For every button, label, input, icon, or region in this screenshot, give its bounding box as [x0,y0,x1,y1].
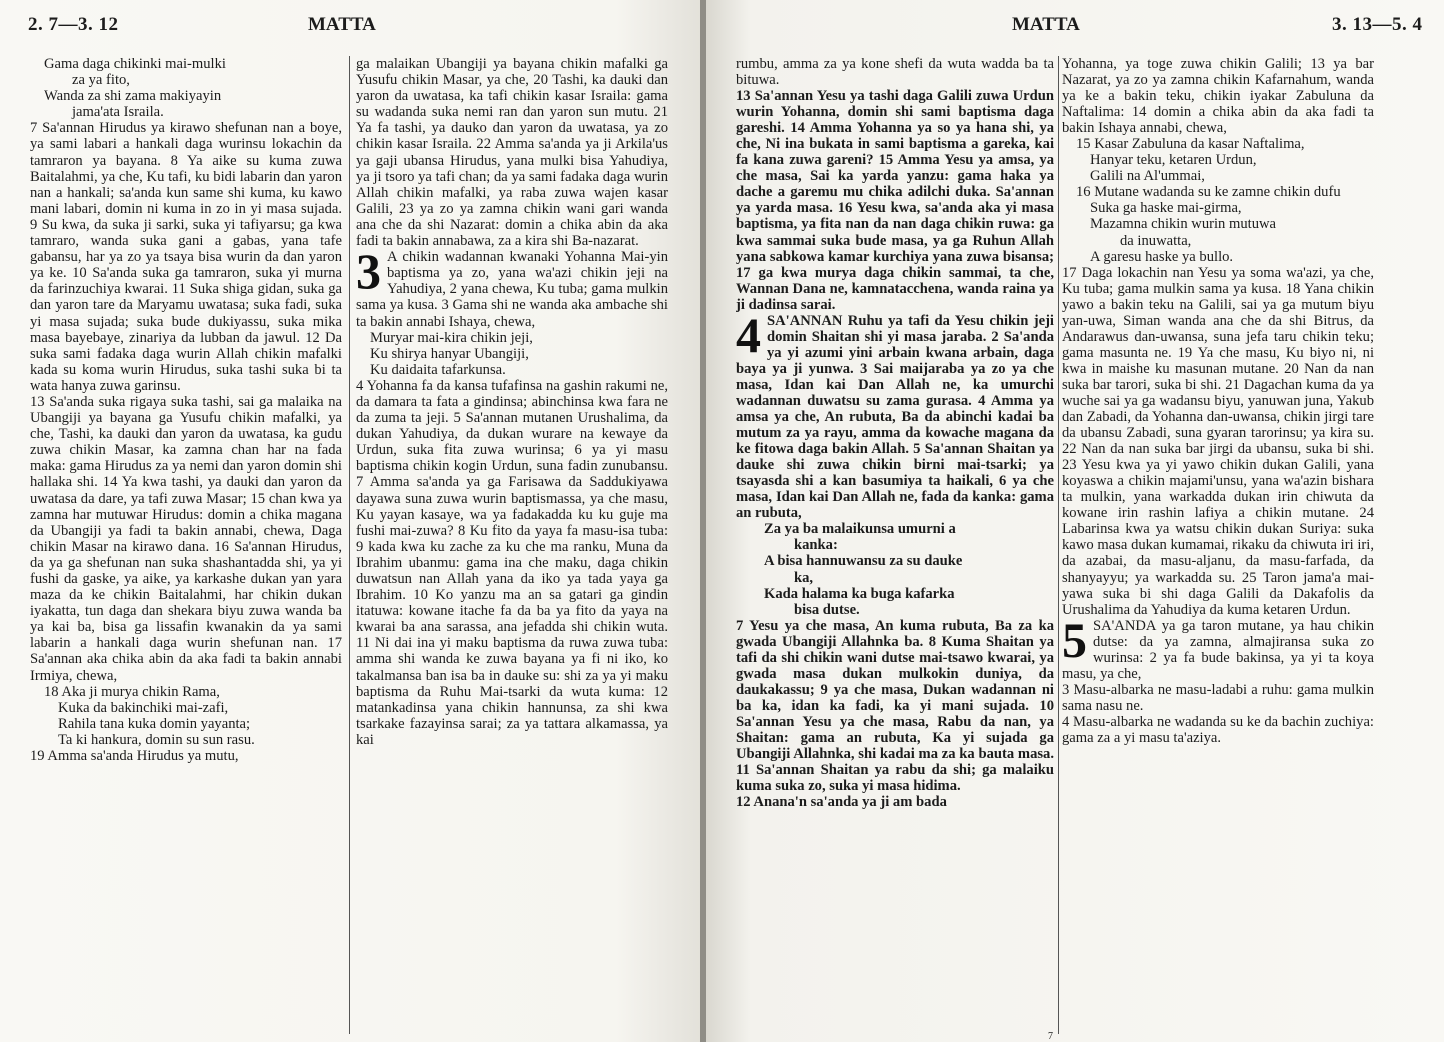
poem-line: da inuwatta, [1120,232,1192,249]
right-page [706,0,1444,1042]
poem-block [1062,136,1374,264]
poem-line: Ku daidaita tafarkunsa. [370,361,506,378]
column-text-bold: 13 Sa'annan Yesu ya tashi daga Galili zuwa Urdun wurin Yohanna, domin shi sami baptisma daga gareshi. 14 Amma Yohanna ya so ya hana shi, ya che, Ni ina bukata in sami baptisma a gareka, kai fa kana zuwa gareni? 15 Amma Yesu ya amsa, ya che masa, Sai ka yarda yanzu: gama haka ya dache a garemu mu chika adilchi duka. Sa'annan ya yarda masa. 16 Yesu kwa, sa'anda aka yi masa baptisma, ya fita nan da nan daga chikin ruwa: ga kwa sammai suka bude masa, ya ga Ruhun Allah yana sabkowa kamar kurchiya yana zuwa bisansa; 17 ga kwa murya daga chikin sammai, ta che, Wannan Dana ne, kamnatacchena, wanda raina ya ji dadinsa sarai. [736,88,1054,313]
poem-line: 18 Aka ji murya chikin Rama, [44,683,220,700]
column-text: Yohanna, ya toge zuwa chikin Galili; 13 ya bar Nazarat, ya zo ya zamna chikin Kafarnahum, wanda ya ke a bakin teku, chikin iyakar Zabuluna da Naftalima: 14 domin a chika abin da aka fadi ta bakin Ishaya annabi, chewa, [1062,56,1374,137]
poem-line: 16 Mutane wadanda su ke zamne chikin dufu [1076,184,1341,201]
poem-line: Suka ga haske mai-girma, [1090,200,1242,217]
left-column-2 [356,56,668,1038]
poem-line: A garesu haske ya bullo. [1090,248,1234,265]
column-text: 4 Yohanna fa da kansa tufafinsa na gashin rakumi ne, da damara ta fata a gindinsa; abinchinsa kwa fara ne da zuma ta jeji. 5 Sa'annan mutanen Urushalima, da dukan Yahudiya, da dukan wurare na kewaye da Urdun, suka fita zuwa wurinsa; 6 ya yi masu baptisma chikin kogin Urdun, suna fadin zunubansu. 7 Amma sa'anda ya ga Farisawa da Saddukiyawa dayawa suna zuwa wurin baptismassa, ya che masu, Ku yayan kasaye, wa ya fadakadda ku ku guje ma fushi mai-zuwa? 8 Ku fito da yaya fa masu-isa tuba: 9 kada kwa ku zache za ku che ma ranku, Muna da Ibrahim ubanmu: gama ina che maku, daga chikin duwatsun nan Allah yana da iko ya tada yaya ga Ibrahim. 10 Ko yanzu ma an sa gatari ga gindin itatuwa: kowane itache fa da ba ya fito da yaya na kwarai ba ana sarassa, ana jefadda shi chikin wuta. 11 Ni dai ina yi maku baptisma da ruwa zuwa tuba: amma shi wanda ke zuwa bayana ya fi ni iko, ko takalmansa ban isa ba in dauke su: shi za ya yi maku baptisma da Ruhu Mai-tsarki da wuta kuma: 12 matankadinsa yana chikin hannunsa, za shi kwa tsarkake fazayinsa sarai; za ya tattara alkamassa, ya kai [356,377,668,748]
poem-line: Muryar mai-kira chikin jeji, [370,329,533,346]
right-chapter-reference: 3. 13—5. 4 [1332,14,1423,35]
poem-line: Kada halama ka buga kafarka [764,585,955,602]
poem-line: ka, [794,569,814,586]
chapter-number: 3 [356,249,381,300]
poem-line: 15 Kasar Zabuluna da kasar Naftalima, [1076,136,1305,153]
poem-line: A bisa hannuwansu za su dauke [764,553,963,570]
column-text-bold: 12 Anana'n sa'anda ya ji am bada [736,794,947,811]
poem-line: Hanyar teku, ketaren Urdun, [1090,152,1257,169]
right-column-2 [1062,56,1374,1038]
left-column-1 [30,56,342,1038]
poem-line: Gama daga chikinki mai-mulki [44,56,226,72]
column-text-bold: 7 Yesu ya che masa, An kuma rubuta, Ba za ka gwada Ubangiji Allahnka ba. 8 Kuma Shaitan ya tafi da shi chikin wani dutse mai-tsawo kwarai, ya gwada masa dukan mulkokin duniya, da daukakassu; 9 ya che masa, Dukan wadannan ni ba ka, idan ka fadi, ka yi mani sujada. 10 Sa'annan Yesu ya che masa, Rabu da nan, ya Shaitan: gama an rubuta, Ka yi sujada ga Ubangiji Allahnka, shi kadai ma za ka bauta masa. 11 Sa'annan Shaitan ya rabu da shi; ga malaiku kuma suka zo, suka yi masa hidima. [736,617,1054,795]
poem-line: Ta ki hankura, domin su sun rasu. [58,731,255,748]
column-text: rumbu, amma za ya kone shefi da wuta wadda ba ta bituwa. [736,56,1054,89]
poem-line: Rahila tana kuka domin yayanta; [58,715,251,732]
poem-line: jama'ata Israila. [72,104,164,121]
poem-line: za ya fito, [72,72,130,89]
poem-line: Za ya ba malaikunsa umurni a [764,521,956,538]
column-divider [349,56,350,1034]
poem-line: Ku shirya hanyar Ubangiji, [370,345,529,362]
chapter-5-start [1062,618,1374,682]
column-text: ga malaikan Ubangiji ya bayana chikin mafalki ga Yusufu chikin Masar, ya che, 20 Tashi, ka dauki dan yaron da uwatasa, ka tafi chikin kasar Israila: gama su wadanda suka nemi ran dan yaron sun mutu. 21 Ya fa tashi, ya dauko dan yaron da uwatasa, ya zo chikin kasar Israila. 22 Amma sa'anda ya ji Arkila'us ya gaji ubansa Hirudus, yana mulki bisa Yahudiya, ya ji tsoro ya tafi chan; da ya sami fadaka daga wurin Allah chikin mafalki, ya raba zuwa wajen kasar Galili, 23 ya zo ya zamna chikin wani gari wanda ana che da shi Nazarat: domin a chika abin da aka fadi ta bakin annabawa, za a kira shi Ba-nazarat. [356,56,668,250]
poem-line: Wanda za shi zama makiyayin [44,88,222,105]
chapter-number: 5 [1062,617,1087,668]
chapter-opening-text: A chikin wadannan kwanaki Yohanna Mai-yin baptisma ya zo, yana wa'azi chikin jeji na Yahudiya, 2 yana chewa, Ku tuba; gama mulkin sama ya kusa. 3 Gama shi ne wanda aka ambache shi ta bakin annabi Ishaya, chewa, [356,249,668,330]
left-book-title: MATTA [308,14,376,35]
verse-paragraph: 4 Masu-albarka ne wadanda su ke da bachin zuchiya: gama za a yi masu ta'aziya. [1062,713,1374,746]
beatitudes-block [1062,682,1374,746]
poem-line: Kuka da bakinchiki mai-zafi, [58,699,229,716]
page-number: 7 [1048,1031,1053,1042]
chapter-opening-text: SA'ANDA ya ga taron mutane, ya hau chikin dutse: da ya zamna, almajiransa suka zo wurinsa: 2 ya fa bude bakinsa, ya yi ta koya masu, ya che, [1062,617,1374,682]
verse-paragraph: 3 Masu-albarka ne masu-ladabi a ruhu: gama mulkin sama nasu ne. [1062,681,1374,714]
poem-line: bisa dutse. [794,601,860,618]
chapter-opening-text: SA'ANNAN Ruhu ya tafi da Yesu chikin jeji domin Shaitan shi yi masa jaraba. 2 Sa'anda ya yi azumi yini arbain kwana arbain, daga baya ya ji yunwa. 3 Sai maijaraba ya zo ya che masa, Idan kai Dan Allah ne, ka umurchi wadannan duwatsu su zama gurasa. 4 Amma ya amsa ya che, An rubuta, Ba da abinchi kadai ba mutum za ya rayu, amma da kowache magana da ke fitowa daga bakin Allah. 5 Sa'annan Shaitan ya dauke shi zuwa chikin birni mai-tsarki; ya tsayasda shi a kan basumiya ta haikali, 6 ya che masa, Idan kai Dan Allah ne, fada da kanka: gama an rubuta, [736,312,1054,522]
chapter-3-start [356,249,668,329]
right-column-1 [736,56,1054,1038]
poem-line: Galili na Al'ummai, [1090,168,1205,185]
verse-paragraph: 7 Sa'annan Hirudus ya kirawo shefunan nan a boye, ya sami labari a hankali daga wurinsu lokachin da tamraron ya bayana. 8 Ya aike su kuma zuwa Baitalahmi, ya che, Ku tafi, ku bidi labarin dan yaron nan a hankali; sa'anda kun same shi kuma, ku kawo mani labari, domin ni kuma in zo in yi masa sujada. 9 Su kwa, da suka ji sarki, suka yi tafiyarsu; ga kwa tamraro, wanda suka gani a gabas, yana tafe gabansu, har ya zo ya tsaya bisa wurin da dan yaron ya ke. 10 Sa'anda suka ga tamraron, suka yi murna da farinzuchiya kwarai. 11 Suka shiga gidan, suka ga dan yaron tare da Maryamu uwatasa; suka fadi, suka yi masa sujada; suka bude dukiyassu, suka mika masa bayebaye, zinariya da lubban da jawul. 12 Da suka sami fadaka daga wurin Allah chikin mafalki kada su koma wurin Hirudus, suka tashi suka bi ta wata hanya zuwa garinsu. [30,120,342,394]
verse-paragraph: 19 Amma sa'anda Hirudus ya mutu, [30,748,239,765]
column-text: 17 Daga lokachin nan Yesu ya soma wa'azi, ya che, Ku tuba; gama mulkin sama ya kusa. 18 Yana chikin yawo a bakin teku na Galili, sai ya ga mutum biyu yan-uwa, Siman wanda ana che da shi Bitrus, da Andarawus dan-uwansa, suna jefa taru chikin teku; gama masunta ne. 19 Ya che masu, Ku biyo ni, ni kwa in maishe ku masunan mutane. 20 Nan da nan suka bar tarori, suka bi shi. 21 Dagachan kuma da ya wuche sai ya ga wadansu biyu, yanuwan juna, Yakub dan Zabadi, da Yohanna dan-uwansa, chikin jirgi tare da ubansu Zabadi, suna gyaran tarorinsu; ya kira su. 22 Nan da nan suka bar jirgi da ubansu, suka bi shi. 23 Yesu kwa ya yi yawo chikin dukan Galili, yana koyaswa a chikin majami'unsu, yana wa'azin bishara ta mulkin, yana warkadda dukan irin chiwuta da kowane irin rashin lafiya a chikin mutane. 24 Labarinsa kwa ya watsu chikin dukan Suriya: suka kawo masa dukan kumamai, rikaku da chiwuta iri iri, da azabai, da masu-aljanu, da masu-farfada, da shanyayyu; ya warkadda su. 25 Taron jama'a mai-yawa suka bi shi daga Galili da Dakafolis da Urushalima da Yahudiya da kuma ketaren Urdun. [1062,264,1374,618]
chapter-number: 4 [736,312,761,363]
poem-line: kanka: [794,537,838,554]
left-chapter-reference: 2. 7—3. 12 [28,14,119,35]
right-book-title: MATTA [1012,14,1080,35]
column-divider [1058,56,1059,1034]
chapter-4-start [736,313,1054,522]
left-page [0,0,700,1042]
poem-block [356,330,668,378]
verse-paragraph: 13 Sa'anda suka rigaya suka tashi, sai ga malaika na Ubangiji ya bayana ga Yusufu chikin mafalki, ya che, Tashi, ka dauki dan yaron da uwatasa, ka gudu zuwa chikin Masar, ka zamna chan har na fada maka: gama Hirudus za ya nemi dan yaron domin shi hallaka shi. 14 Ya kwa tashi, ya dauki dan yaron da uwatasa da dare, ya tafi zuwa Masar; 15 chan kwa ya zamna har mutuwar Hirudus: domin a chika magana da Ubangiji ya fadi ta bakin annabi, chewa, Daga chikin Masar na kirawo dana. 16 Sa'annan Hirudus, da ya ga shefunan nan suka shashantadda shi, ya yi fushi da gaske, ya aike, ya karkashe dukan yan yara maza da ke chikin Baitalahmi, har chikin dukan iyakatta, tun daga dan shekara biyu zuwa wanda ba ya kai ba, bisa ga lissafin kwanakin da ya sami labarin a hankali daga wurin shefunan nan. 17 Sa'annan aka chika abin da aka fadi ta bakin annabi Irmiya, chewa, [30,393,342,684]
poem-block [736,521,1054,617]
poem-line: Mazamna chikin wurin mutuwa [1090,216,1277,233]
